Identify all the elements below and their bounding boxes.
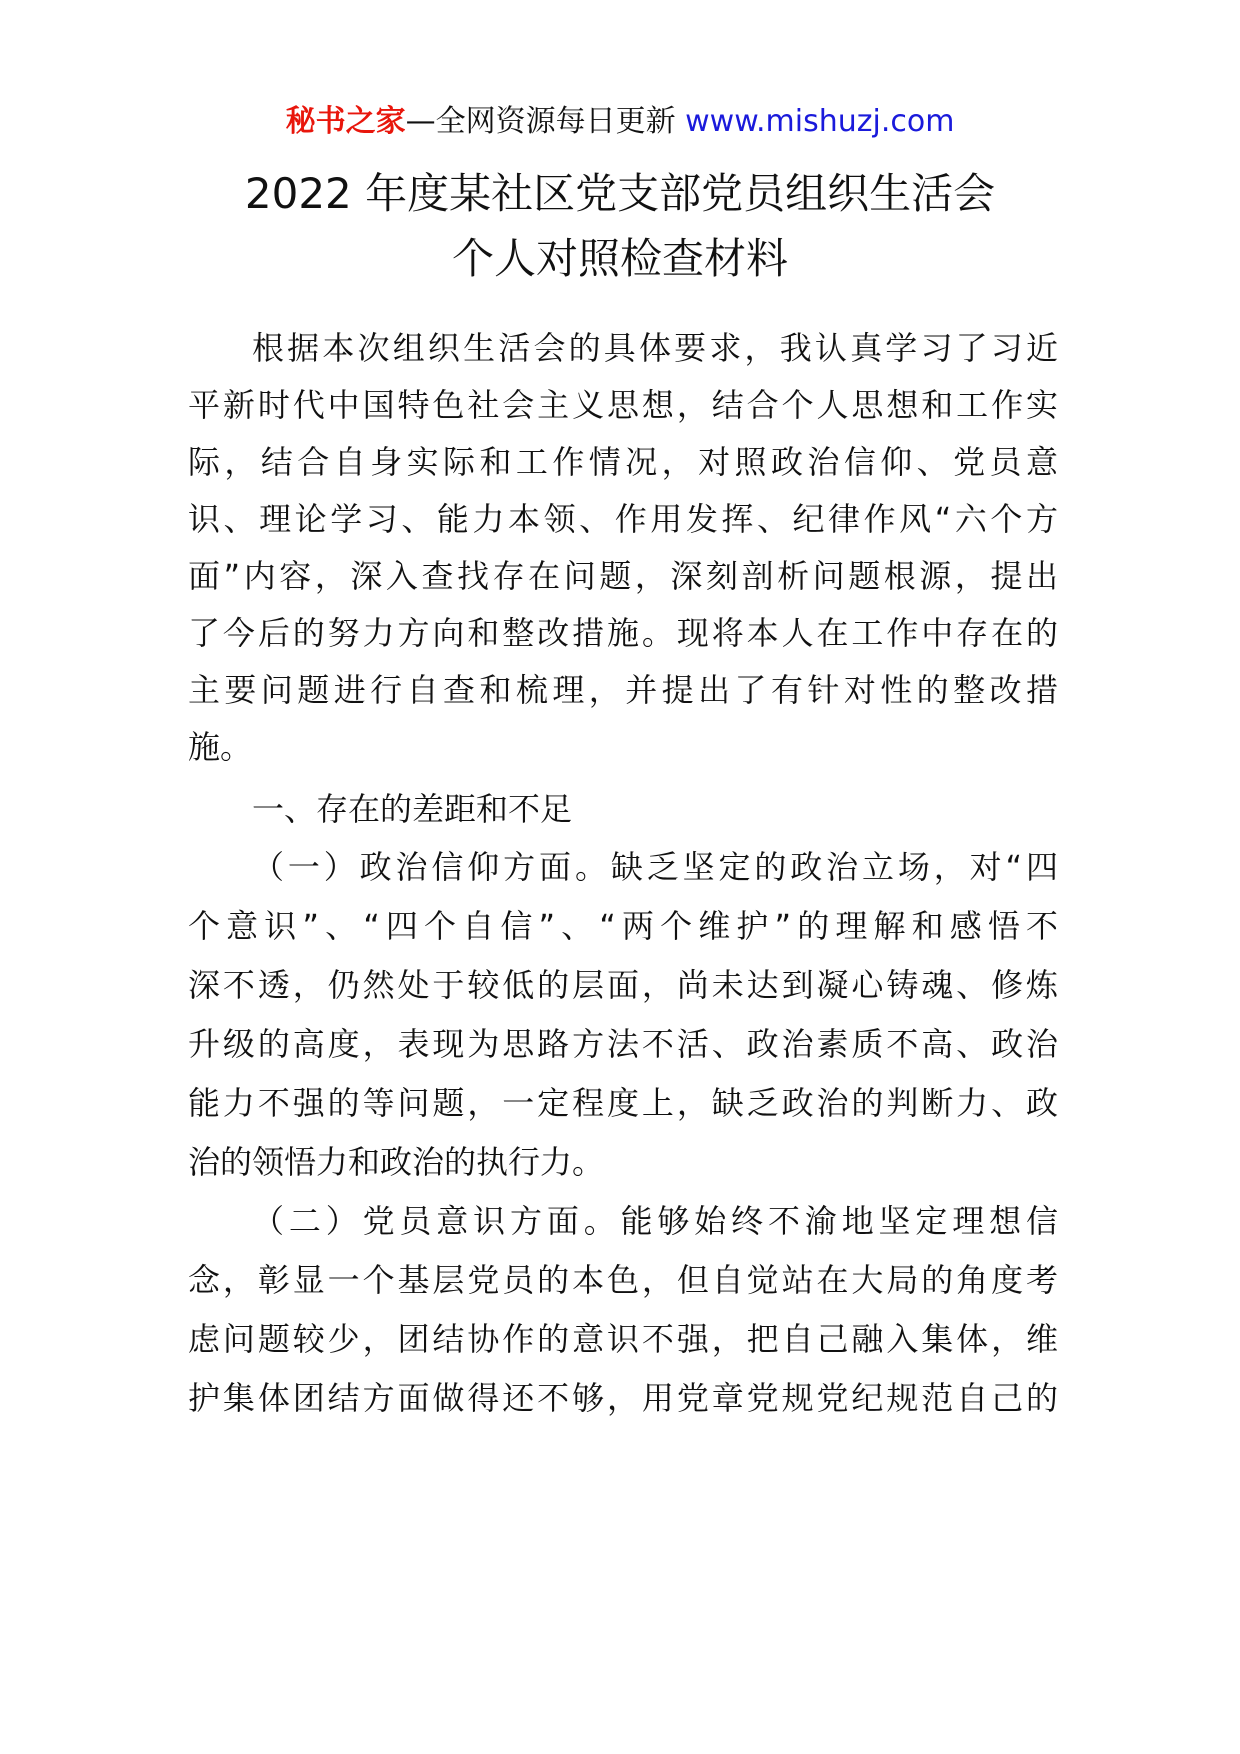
paragraph-line: 平新时代中国特色社会主义思想，结合个人思想和工作实 [188,386,1058,424]
paragraph-line: （二）党员意识方面。能够始终不渝地坚定理想信 [252,1202,1058,1240]
paragraph-line: 根据本次组织生活会的具体要求，我认真学习了习近 [252,329,1058,367]
paragraph-line: 际，结合自身实际和工作情况，对照政治信仰、党员意 [188,443,1058,481]
brand-name: 秘书之家 [285,104,406,139]
paragraph-line: 虑问题较少，团结协作的意识不强，把自己融入集体，维 [188,1320,1058,1358]
document-title-line-2: 个人对照检查材料 [451,234,788,283]
document-title-line-1: 2022 年度某社区党支部党员组织生活会 [244,169,996,218]
watermark-header [0,100,1240,144]
paragraph-line: 护集体团结方面做得还不够，用党章党规党纪规范自己的 [188,1379,1058,1417]
header-tagline: —全网资源每日更新 [405,104,686,139]
paragraph-line: 深不透，仍然处于较低的层面，尚未达到凝心铸魂、修炼 [188,966,1058,1004]
paragraph-line: 念，彰显一个基层党员的本色，但自觉站在大局的角度考 [188,1261,1058,1299]
paragraph-line: 主要问题进行自查和梳理，并提出了有针对性的整改措 [188,671,1058,709]
paragraph-line: 升级的高度，表现为思路方法不活、政治素质不高、政治 [188,1025,1058,1063]
site-url-link[interactable]: www.mishuzj.com [685,104,955,139]
paragraph-line: 了今后的努力方向和整改措施。现将本人在工作中存在的 [188,614,1058,652]
paragraph-line: （一）政治信仰方面。缺乏坚定的政治立场，对“四 [252,848,1058,886]
paragraph-line: 识、理论学习、能力本领、作用发挥、纪律作风“六个方 [188,500,1058,538]
section-heading: 一、存在的差距和不足 [252,790,573,828]
paragraph-line: 治的领悟力和政治的执行力。 [188,1143,605,1181]
paragraph-line: 施。 [188,728,253,766]
paragraph-line: 个意识”、“四个自信”、“两个维护”的理解和感悟不 [188,907,1058,945]
paragraph-line: 面”内容，深入查找存在问题，深刻剖析问题根源，提出 [188,557,1058,595]
paragraph-line: 能力不强的等问题，一定程度上，缺乏政治的判断力、政 [188,1084,1058,1122]
